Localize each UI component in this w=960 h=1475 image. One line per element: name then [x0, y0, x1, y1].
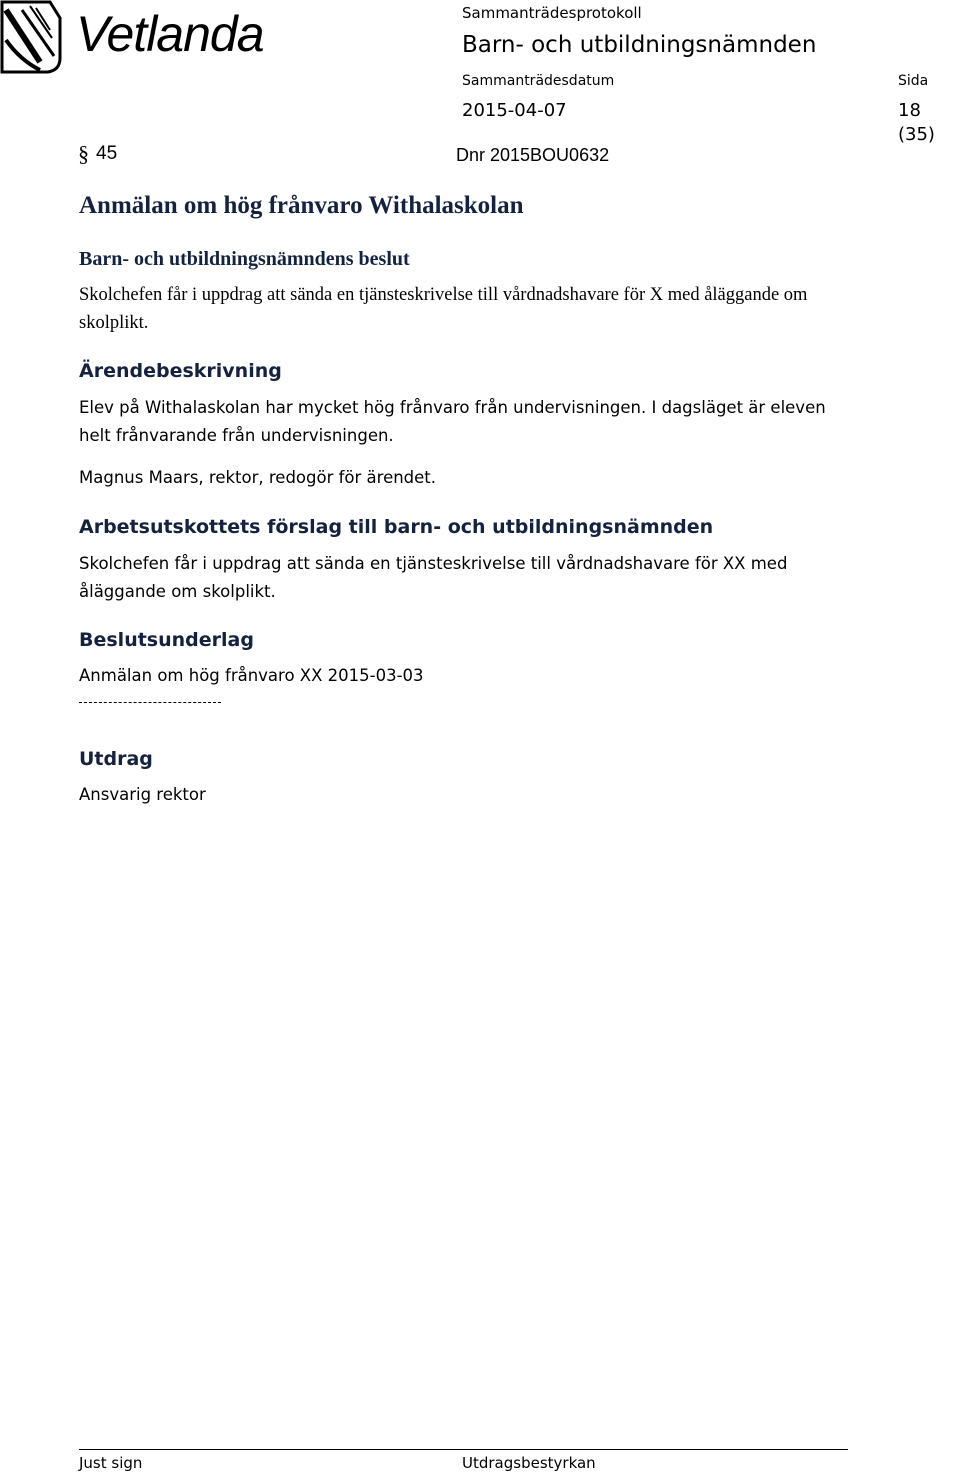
municipality-logo-text: Vetlanda [76, 6, 264, 62]
case-presenter-text: Magnus Maars, rektor, redogör för ärendet. [79, 468, 437, 487]
decision-basis-text: Anmälan om hög frånvaro XX 2015-03-03 [79, 666, 424, 685]
document-type: Sammanträdesprotokoll [462, 4, 642, 22]
committee-proposal-heading: Arbetsutskottets förslag till barn- och utbildningsnämnden [79, 516, 714, 538]
footer-signature-label: Just sign [79, 1454, 143, 1472]
decision-text: Skolchefen får i uppdrag att sända en tjänsteskrivelse till vårdnadshavare för X med åläggande om skolplikt. [79, 285, 808, 333]
decision-heading: Barn- och utbildningsnämndens beslut [79, 248, 410, 270]
footer-certification-label: Utdragsbestyrkan [462, 1454, 596, 1472]
page-number: 18 (35) [898, 100, 935, 145]
decision-basis-heading: Beslutsunderlag [79, 629, 254, 651]
case-description-heading: Ärendebeskrivning [79, 360, 282, 382]
municipality-emblem-icon [0, 0, 62, 74]
extract-heading: Utdrag [79, 748, 153, 770]
committee-name: Barn- och utbildningsnämnden [462, 32, 817, 58]
meeting-date-value: 2015-04-07 [462, 100, 567, 121]
registration-number: Dnr 2015BOU0632 [456, 145, 610, 165]
committee-proposal-text: Skolchefen får i uppdrag att sända en tjänsteskrivelse till vårdnadshavare för XX med åläggande om skolplikt. [79, 554, 788, 601]
case-description-text: Elev på Withalaskolan har mycket hög frånvaro från undervisningen. I dagsläget är eleven helt frånvarande från undervisningen. [79, 398, 826, 445]
extract-recipient-text: Ansvarig rektor [79, 785, 206, 804]
dashed-divider [79, 702, 221, 703]
footer-divider [79, 1449, 848, 1450]
paragraph-sign: § [78, 141, 89, 166]
paragraph-number: 45 [96, 143, 118, 164]
meeting-date-label: Sammanträdesdatum [462, 73, 615, 89]
page-label: Sida [898, 73, 929, 89]
page-title: Anmälan om hög frånvaro Withalaskolan [79, 192, 524, 219]
